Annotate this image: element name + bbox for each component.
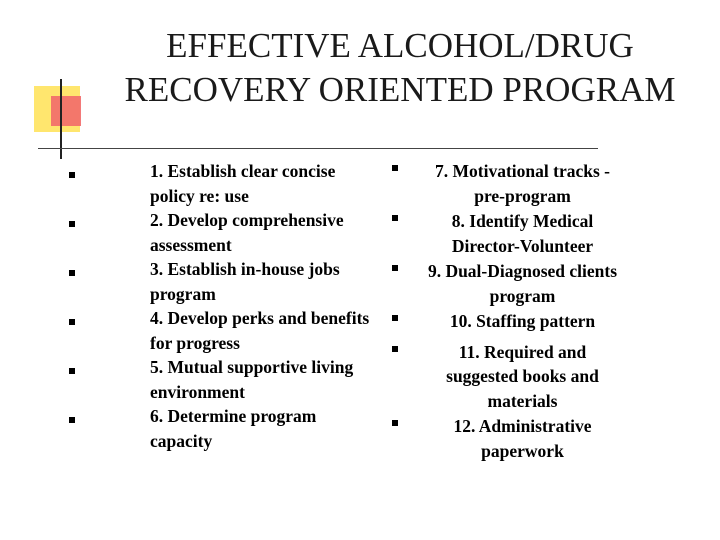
- bullet-icon: [69, 319, 75, 325]
- item-text-line: 9. Dual-Diagnosed clients: [427, 261, 618, 281]
- list-item-8: [405, 209, 640, 258]
- item-text-line: 7. Motivational tracks -: [435, 161, 610, 181]
- item-text-line: for progress: [150, 332, 240, 353]
- item-text-line: assessment: [150, 234, 232, 255]
- bullet-icon: [69, 270, 75, 276]
- item-text-line: suggested books and: [446, 366, 599, 386]
- item-text-line: environment: [150, 381, 245, 402]
- list-item-5: [150, 355, 400, 404]
- item-text-line: 10. Staffing pattern: [449, 311, 596, 331]
- item-text-line: materials: [487, 390, 558, 411]
- decorative-red-square: [51, 96, 81, 126]
- bullet-icon: [69, 417, 75, 423]
- list-item-4: [150, 306, 400, 355]
- item-text-line: program: [489, 285, 556, 306]
- item-text-line: 11. Required and: [458, 341, 587, 362]
- slide-title: [80, 24, 720, 112]
- list-item-2: [150, 208, 400, 257]
- item-text-line: policy re: use: [150, 185, 249, 206]
- bullet-icon: [392, 346, 398, 352]
- item-text-line: 6. Determine program: [150, 406, 317, 426]
- list-item-3: [150, 257, 400, 306]
- item-text-line: 2. Develop comprehensive: [150, 210, 344, 230]
- list-item-7: [405, 159, 640, 208]
- title-line-2: RECOVERY ORIENTED PROGRAM: [124, 70, 676, 109]
- left-column: [150, 159, 400, 453]
- list-item-6: [150, 404, 400, 453]
- list-item-1: [150, 159, 400, 208]
- item-text-line: Director-Volunteer: [451, 235, 594, 256]
- bullet-icon: [392, 420, 398, 426]
- bullet-icon: [392, 165, 398, 171]
- decorative-vertical-line: [60, 79, 62, 159]
- bullet-icon: [69, 221, 75, 227]
- bullet-icon: [392, 265, 398, 271]
- item-text-line: pre-program: [474, 185, 571, 206]
- decorative-horizontal-line: [38, 148, 598, 149]
- title-line-1: EFFECTIVE ALCOHOL/DRUG: [166, 26, 634, 65]
- right-column: [405, 159, 640, 464]
- bullet-icon: [69, 172, 75, 178]
- bullet-icon: [69, 368, 75, 374]
- list-item-10: [405, 309, 640, 334]
- bullet-icon: [392, 315, 398, 321]
- item-text-line: 3. Establish in-house jobs: [150, 259, 340, 279]
- list-item-11: [405, 340, 640, 414]
- item-text-line: 4. Develop perks and benefits: [150, 308, 370, 328]
- item-text-line: capacity: [150, 430, 213, 451]
- item-text-line: program: [150, 283, 216, 304]
- bullet-icon: [392, 215, 398, 221]
- item-text-line: 1. Establish clear concise: [150, 161, 336, 181]
- list-item-9: [405, 259, 640, 308]
- item-text-line: paperwork: [481, 440, 564, 461]
- item-text-line: 8. Identify Medical: [451, 211, 594, 231]
- item-text-line: 12. Administrative: [453, 416, 592, 436]
- list-item-12: [405, 414, 640, 463]
- item-text-line: 5. Mutual supportive living: [150, 357, 354, 377]
